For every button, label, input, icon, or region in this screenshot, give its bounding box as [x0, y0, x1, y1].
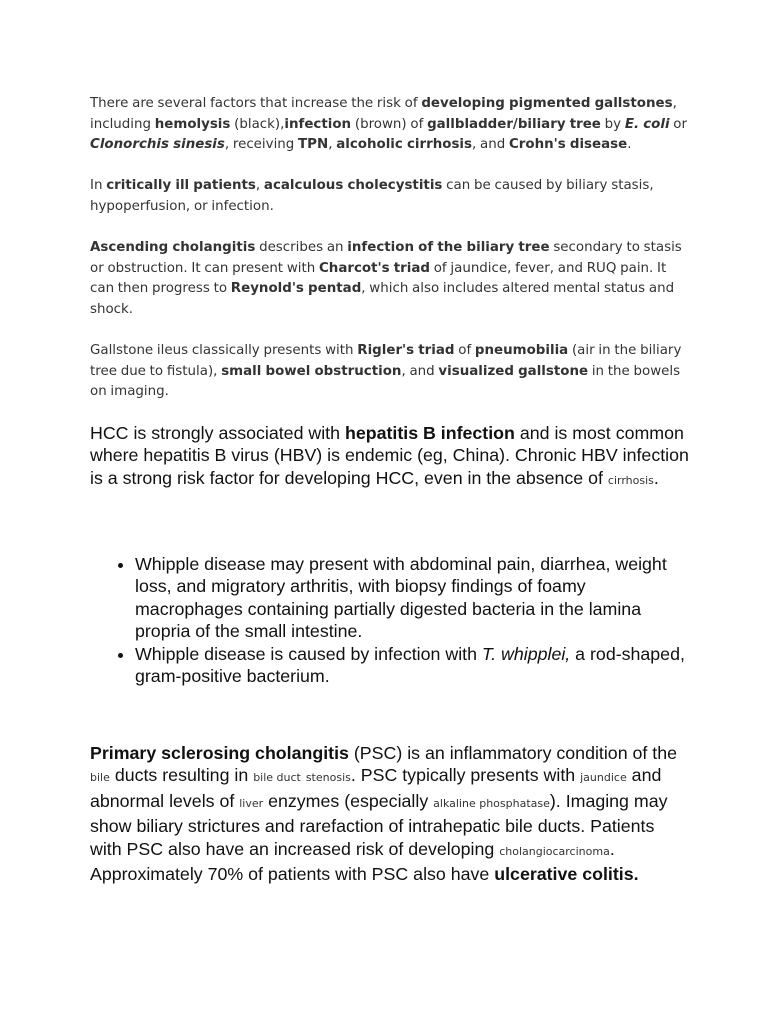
psc-paragraph — [90, 742, 690, 885]
acalculous-cholecystitis-paragraph — [90, 176, 690, 217]
bold-term: alcoholic cirrhosis — [336, 137, 472, 153]
text: , including — [90, 96, 677, 132]
text: (black), — [230, 116, 285, 132]
bold-term: gallbladder/biliary tree — [427, 116, 601, 132]
bold-term: ulcerative colitis. — [494, 864, 639, 885]
small-term: alkaline phosphatase — [433, 796, 550, 810]
bold-term: critically ill patients — [106, 178, 256, 193]
small-term: cirrhosis — [607, 473, 654, 487]
text: . PSC typically presents with — [350, 765, 581, 786]
ascending-cholangitis-paragraph — [90, 238, 690, 320]
bold-italic-term: Clonorchis sinesis — [90, 137, 225, 153]
text: , which also includes altered mental status and shock. — [90, 281, 675, 317]
bold-term: pneumobilia — [474, 343, 569, 358]
text: . — [653, 467, 659, 488]
text: There are several factors that increase the risk of — [90, 96, 422, 111]
bold-term: Primary sclerosing cholangitis — [90, 743, 349, 763]
text: in the bowels on imaging. — [90, 363, 681, 400]
text: Whipple disease is caused by infection with — [135, 643, 482, 664]
text: In — [90, 178, 107, 193]
text: a rod-shaped, gram-positive bacterium. — [135, 643, 685, 687]
text: or — [669, 116, 688, 132]
text: by — [600, 116, 625, 132]
text: ). Imaging may show biliary strictures and rarefaction of intrahepatic bile ducts. Patients with PSC also have an increased risk of developing — [90, 790, 668, 859]
text: Gallstone ileus classically presents with — [90, 343, 358, 358]
text: and is most common where hepatitis B virus (HBV) is endemic (eg, China). Chronic HBV infection is a strong risk factor for developing HCC, even in the absence of — [90, 423, 689, 488]
text: . Approximately 70% of patients with PSC also have — [90, 838, 615, 885]
text: secondary to stasis or obstruction. It can present with — [90, 240, 682, 276]
bold-term: Charcot's triad — [318, 260, 430, 276]
pigmented-gallstones-paragraph — [90, 94, 690, 156]
text: of jaundice, fever, and RUQ pain. It can then progress to — [90, 260, 667, 297]
bold-term: Ascending cholangitis — [90, 240, 256, 255]
small-term: bile duct — [253, 771, 301, 785]
list-item — [135, 643, 690, 688]
small-term: jaundice — [580, 771, 627, 785]
text: , receiving — [224, 137, 299, 153]
text: describes an — [255, 240, 348, 255]
bold-italic-term: E. coli — [624, 116, 670, 132]
hcc-paragraph — [90, 422, 690, 492]
small-term: stenosis — [305, 771, 351, 785]
bold-term: infection of the biliary tree — [347, 240, 550, 255]
text: Whipple disease may present with abdominal pain, diarrhea, weight loss, and migratory arthritis, with biopsy findings of foamy macrophages containing partially digested bacteria in the lamina propria of the small intestine. — [135, 554, 667, 642]
text: HCC is strongly associated with — [90, 423, 345, 443]
small-term: bile — [90, 771, 110, 785]
bold-term: Reynold's pentad — [230, 281, 362, 297]
bold-term: infection — [284, 116, 352, 132]
text: , and — [401, 363, 439, 379]
bold-term: hemolysis — [154, 116, 231, 132]
text: (brown) of — [351, 116, 428, 132]
text: of — [454, 343, 475, 358]
small-term: liver — [239, 796, 264, 810]
text: enzymes (especially — [263, 790, 434, 811]
list-item — [135, 553, 690, 643]
bold-term: hepatitis B infection — [344, 423, 515, 443]
bold-term: Crohn's disease — [508, 137, 628, 153]
bold-term: TPN — [298, 137, 329, 153]
bold-term: small bowel obstruction — [221, 363, 402, 379]
gallstone-ileus-paragraph — [90, 341, 690, 403]
text: , and — [471, 137, 509, 153]
small-term: cholangiocarcinoma — [499, 844, 610, 858]
whipple-disease-list — [90, 553, 690, 687]
bold-term: Rigler's triad — [357, 343, 455, 358]
text: . — [627, 137, 632, 153]
italic-term: T. whipplei, — [481, 643, 571, 664]
text: and abnormal levels of — [90, 765, 662, 811]
bold-term: acalculous cholecystitis — [263, 178, 443, 193]
text: ducts resulting in — [109, 765, 254, 786]
bold-term: developing pigmented gallstones — [421, 96, 673, 111]
text: (PSC) is an inflammatory condition of the — [348, 743, 678, 763]
text: , — [255, 178, 264, 193]
bold-term: visualized gallstone — [438, 363, 589, 379]
text: , — [328, 137, 337, 153]
text: (air in the biliary tree due to fistula), — [90, 343, 682, 379]
text: can be caused by biliary stasis, hypoperfusion, or infection. — [90, 178, 654, 214]
